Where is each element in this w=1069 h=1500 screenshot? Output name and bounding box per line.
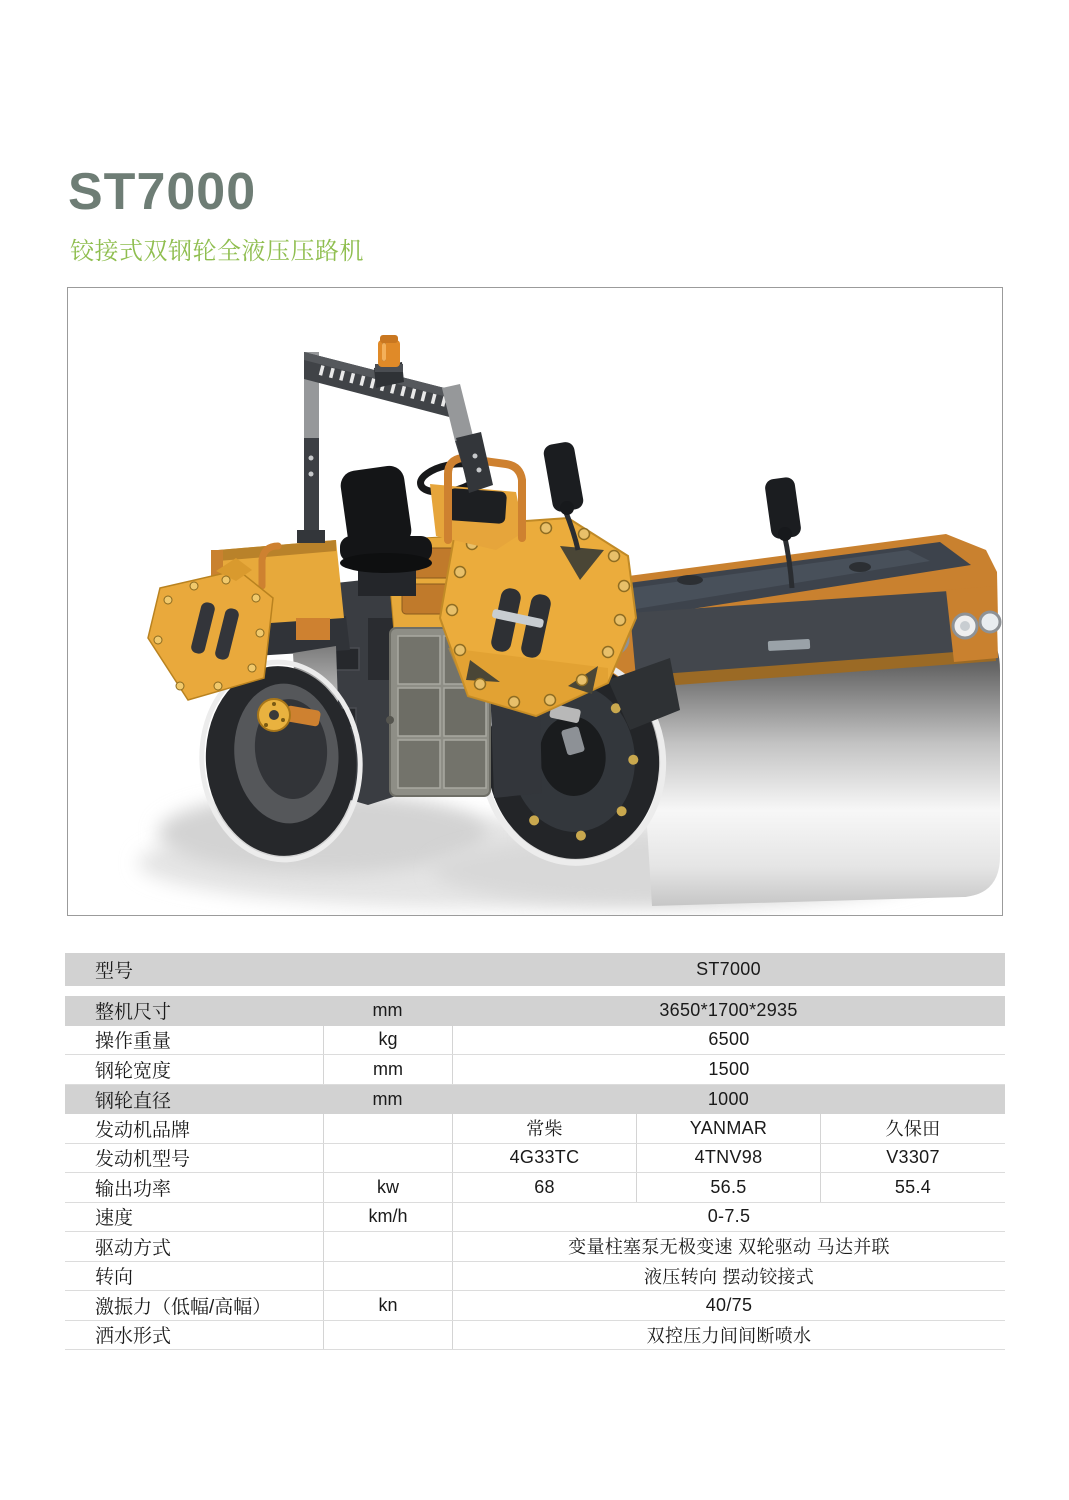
- spec-label: 发动机品牌: [95, 1119, 191, 1141]
- table-row: [65, 1232, 1005, 1262]
- spec-value: 55.4: [820, 1173, 1005, 1202]
- spec-unit: [323, 1144, 452, 1173]
- spec-value: 68: [452, 1173, 636, 1202]
- spec-label: 激振力（低幅/高幅）: [95, 1296, 272, 1318]
- spec-label: 整机尺寸: [95, 1002, 172, 1024]
- spec-unit: mm: [372, 1000, 403, 1021]
- product-photo-frame: [67, 287, 1003, 916]
- spec-value: 56.5: [636, 1173, 820, 1202]
- spec-value: 4TNV98: [636, 1144, 820, 1173]
- spec-label: 转向: [95, 1267, 134, 1289]
- table-row-power: [65, 1173, 1005, 1203]
- spec-unit: mm: [323, 1055, 452, 1084]
- spec-label: 洒水形式: [95, 1326, 172, 1348]
- product-photo: [68, 288, 1002, 915]
- spec-value: ST7000: [696, 959, 761, 979]
- spec-value: 0-7.5: [452, 1203, 1005, 1232]
- spec-value: 双控压力间间断喷水: [452, 1321, 1005, 1350]
- spec-value: 1000: [707, 1088, 750, 1109]
- table-row-model: [65, 953, 1005, 986]
- spec-label: 速度: [95, 1208, 134, 1230]
- table-row: [65, 1262, 1005, 1292]
- table-row: [65, 1026, 1005, 1056]
- spec-value: 久保田: [820, 1114, 1005, 1143]
- spec-value: V3307: [820, 1144, 1005, 1173]
- spec-table: [65, 953, 1005, 1350]
- page-title: ST7000: [68, 163, 257, 221]
- spec-unit: kn: [323, 1291, 452, 1320]
- spec-label: 发动机型号: [95, 1149, 191, 1171]
- spec-value: 常柴: [452, 1114, 636, 1143]
- spec-unit: km/h: [323, 1203, 452, 1232]
- spec-label: 型号: [95, 961, 134, 982]
- spec-value: 6500: [452, 1026, 1005, 1055]
- beacon-light: [374, 335, 404, 388]
- spec-unit: kw: [323, 1173, 452, 1202]
- table-row: [65, 996, 1005, 1026]
- spec-value: 4G33TC: [452, 1144, 636, 1173]
- spec-unit: [323, 953, 452, 986]
- spec-label: 输出功率: [95, 1178, 172, 1200]
- spec-unit: [323, 1321, 452, 1350]
- table-row: [65, 1055, 1005, 1085]
- spec-label: 钢轮直径: [95, 1090, 172, 1112]
- spec-value: 3650*1700*2935: [659, 1000, 798, 1021]
- spec-unit: [323, 1232, 452, 1261]
- spec-unit: [323, 1262, 452, 1291]
- page-subtitle: 铰接式双钢轮全液压压路机: [70, 238, 364, 265]
- table-row: [65, 1203, 1005, 1233]
- spec-label: 钢轮宽度: [95, 1060, 172, 1082]
- spec-value: 变量柱塞泵无极变速 双轮驱动 马达并联: [452, 1232, 1005, 1261]
- table-row: [65, 1291, 1005, 1321]
- table-row-engine-brand: [65, 1114, 1005, 1144]
- spec-value: 40/75: [452, 1291, 1005, 1320]
- table-row: [65, 1085, 1005, 1115]
- spec-unit: mm: [372, 1088, 403, 1109]
- spec-value: YANMAR: [636, 1114, 820, 1143]
- table-row-engine-model: [65, 1144, 1005, 1174]
- spec-value: 液压转向 摆动铰接式: [452, 1262, 1005, 1291]
- spec-label: 操作重量: [95, 1031, 172, 1053]
- spec-unit: kg: [323, 1026, 452, 1055]
- spec-unit: [323, 1114, 452, 1143]
- spec-label: 驱动方式: [95, 1237, 172, 1259]
- spec-value: 1500: [452, 1055, 1005, 1084]
- table-row: [65, 1321, 1005, 1351]
